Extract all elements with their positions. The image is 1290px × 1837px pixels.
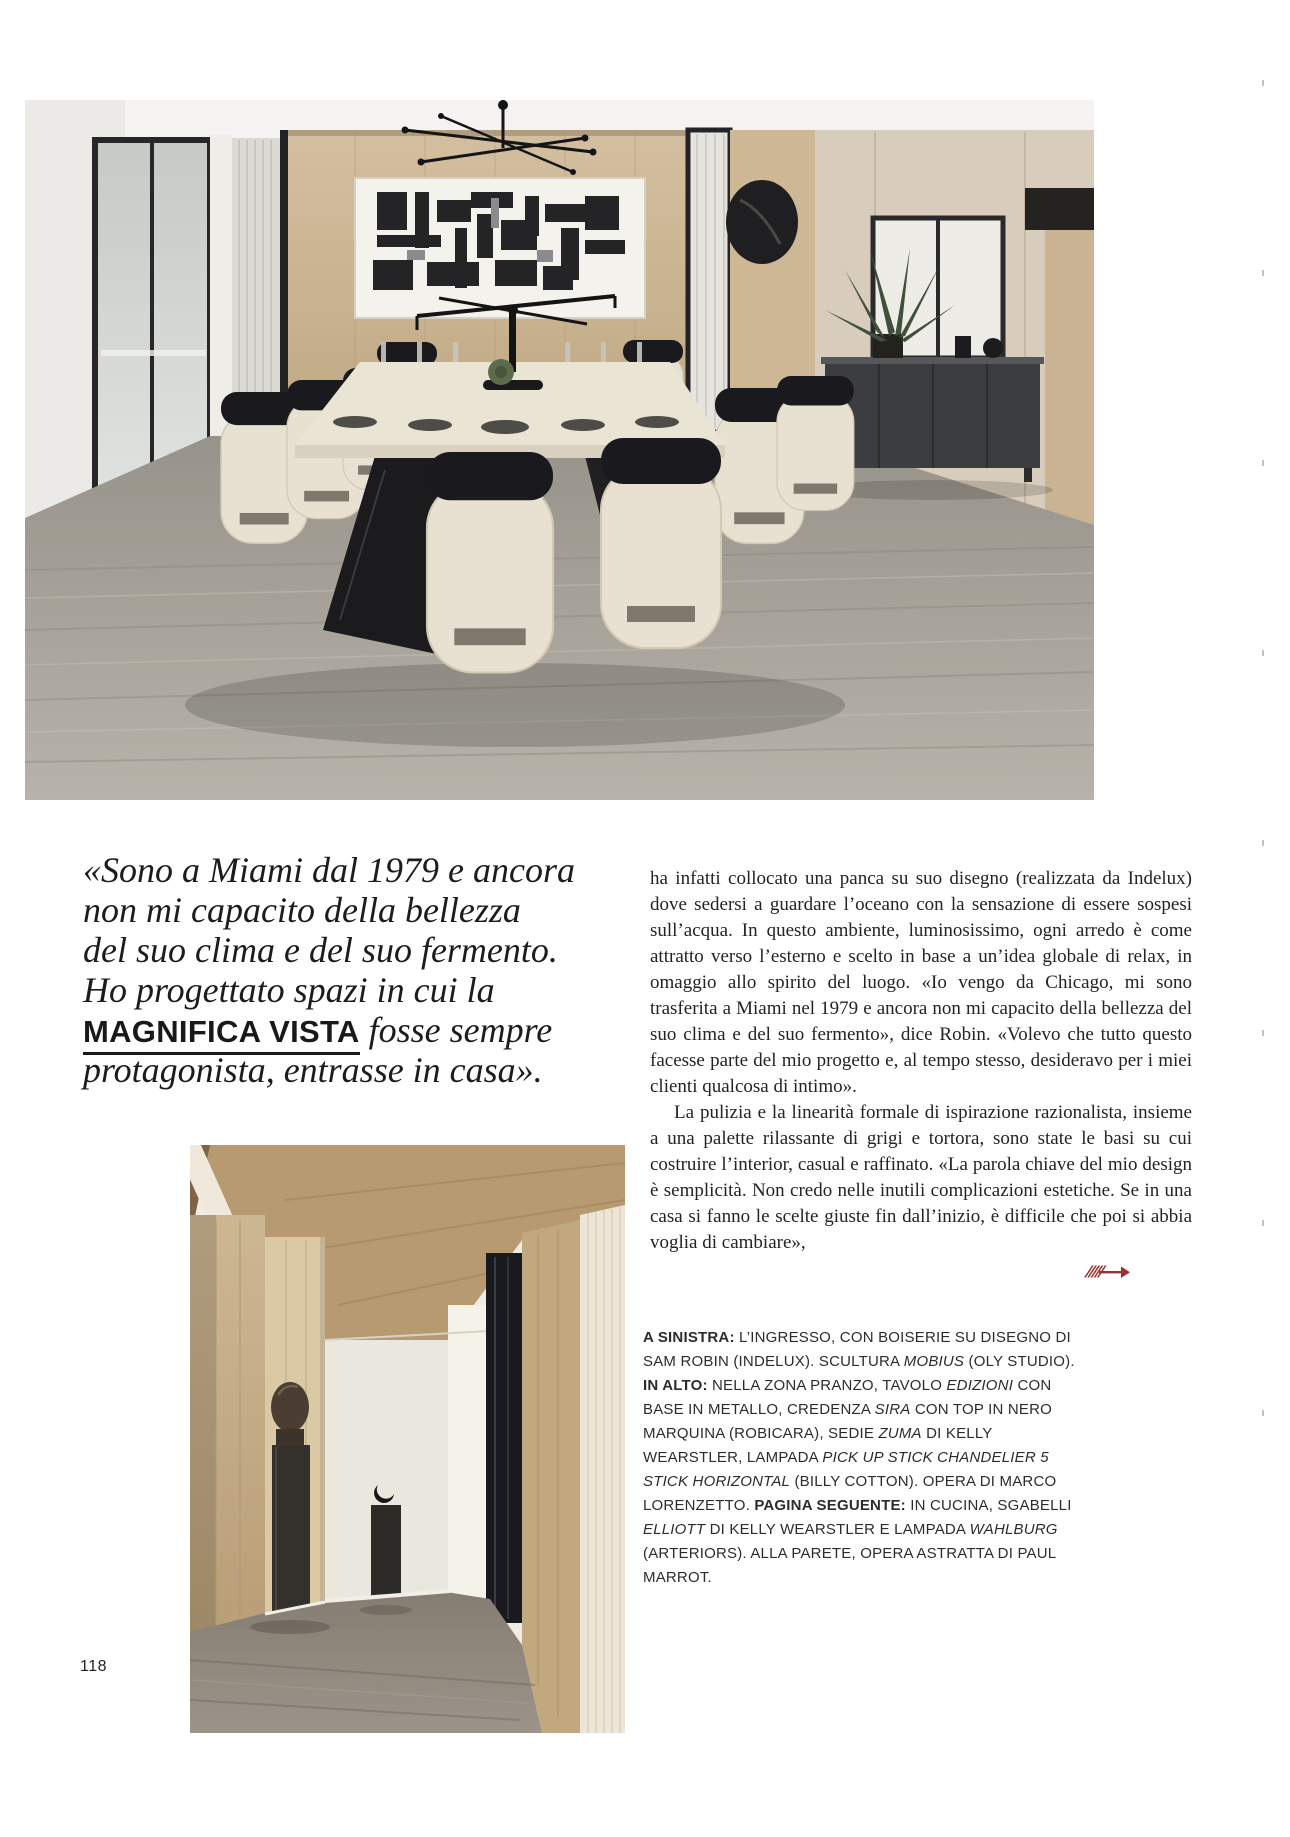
photo-caption: A SINISTRA: L’INGRESSO, CON BOISERIE SU DISEGNO DI SAM ROBIN (INDELUX). SCULTURA MOBIUS (OLY STUDIO). IN ALTO: NELLA ZONA PRANZO, TAVOLO EDIZIONI CON BASE IN METALLO, CREDENZA SIRA CON TOP IN NERO MARQUINA (ROBICARA), SEDIE ZUMA DI KELLY WEARSTLER, LAMPADA PICK UP STICK CHANDELIER 5 STICK HORIZONTAL (BILLY COTTON). OPERA DI MARCO LORENZETTO. PAGINA SEGUENTE: IN CUCINA, SGABELLI ELLIOTT DI KELLY WEARSTLER E LAMPADA WAHLBURG (ARTERIORS). ALLA PARETE, OPERA ASTRATTA DI PAUL MARROT. xyxy=(643,1329,1075,1586)
page-crease-line xyxy=(1262,80,1264,1565)
bust-sculpture xyxy=(271,1382,310,1621)
continuation-arrow-row xyxy=(650,1261,1192,1285)
hall-back-wall xyxy=(325,1305,490,1635)
article-body xyxy=(650,866,1192,1285)
body-paragraph-2: La pulizia e la linearità formale di ispirazione razionalista, insieme a una palette rilassante di grigi e tortora, sono state le basi su cui costruire l’interior, casual e raffinato. «La parola chiave del mio design è semplicità. Non credo nelle inutili complicazioni estetiche. Se in una casa si fanno le scelte giuste fin dall’inizio, è difficile che poi si abbia voglia di cambiare», xyxy=(650,1102,1192,1253)
hallway-photo xyxy=(190,1145,625,1733)
dark-wall-sculpture xyxy=(726,180,798,264)
table-shadow xyxy=(185,663,845,747)
body-paragraph-1: ha infatti collocato una panca su suo disegno (realizzata da Indelux) dove sedersi a guardare l’oceano con la sensazione di essere sospesi sull’acqua. In questo ambiente, luminosissimo, ogni arredo è come attratto verso l’esterno e scelto in base a un’idea globale di relax, in omaggio allo spirito del luogo. «Io vengo da Chicago, mi sono trasferita a Miami nel 1979 e ancora non mi capacito della bellezza del suo clima e del suo fermento», dice Robin. «Volevo che tutto questo facesse parte del mio progetto e, al tempo stesso, desideravo per i miei clienti qualcosa di intimo». xyxy=(650,868,1192,1097)
continuation-arrow xyxy=(1084,1266,1130,1279)
continuation-arrow-icon xyxy=(1084,1261,1130,1283)
page-number: 118 xyxy=(80,1658,108,1675)
dining-room-photo xyxy=(25,100,1094,800)
pull-quote: «Sono a Miami dal 1979 e ancora non mi capacito della bellezza del suo clima e del suo fermento. Ho progettato spazi in cui la MAGNIFICA VISTA fosse sempre protagonista, entrasse in casa». xyxy=(83,850,575,1090)
